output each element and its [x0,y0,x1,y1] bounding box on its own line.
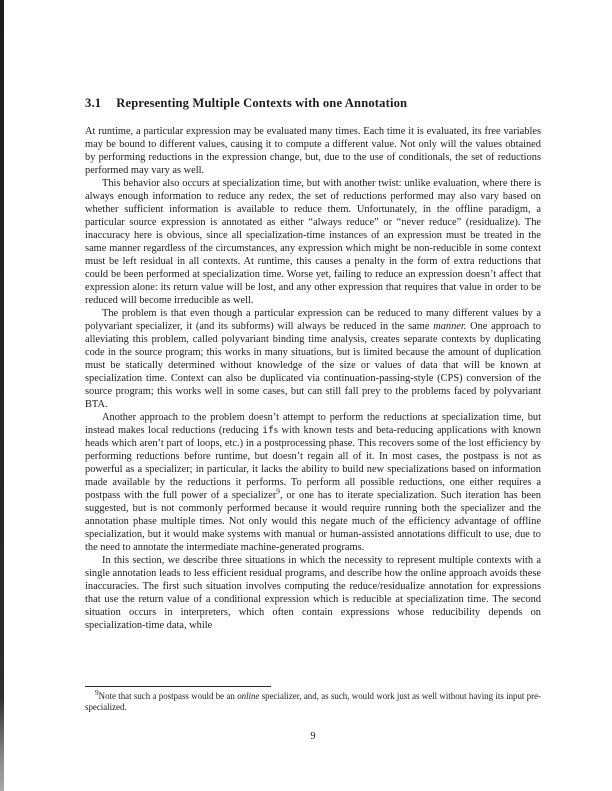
text-run: At runtime, a particular expression may be evaluated many times. Each time it is evaluated, its free variables may be bound to different values, causing it to compute a different value. Not only will the values obtained by performing reductions in the expression change, but, due to the use of conditionals, the set of reductions performed may vary as well. [85,126,541,176]
text-run: s with known tests and beta-reducing applications with known heads which aren’t part of loops, etc.) in a postprocessing phase. This recovers some of the lost efficiency by performing reductions before runtime, but doesn’t regain all of it. In most cases, the postpass is not as powerful as a specializer; in particular, it lacks the ability to build new specializations based on information made available by the reductions it performs. To perform all possible reductions, one either requires a postpass with the full power of a specializer [85,425,541,501]
paragraph [85,125,541,177]
text-run: 9 [276,486,280,496]
section-number: 3.1 [85,96,102,110]
section-title: Representing Multiple Contexts with one Annotation [116,96,408,110]
text-run: This behavior also occurs at specialization time, but with another twist: unlike evaluation, where there is always enough information to reduce any redex, the set of reductions performed may also vary based on whether sufficient information is available to reduce them. Unfortunately, in the offline paradigm, a particular source expression is annotated as either “always reduce” or “never reduce” (residualize). The inaccuracy here is obvious, since all specialization-time instances of an expression must be treated in the same manner regardless of the circumstances, any expression which might be non-reducible in some context must be left residual in all contexts. At runtime, this causes a penalty in the form of extra reductions that could be been performed at specialization time. Worse yet, failing to reduce an expression doesn’t affect that expression alone: its return value will be lost, and any other expression that requires that value in order to be reduced will become irreducible as well. [85,178,541,306]
text-run: Note that such a postpass would be an [98,691,238,701]
text-run: Another approach to the problem doesn’t attempt to perform the reductions at specialization time, but instead makes local reductions (reducing [85,412,541,436]
paragraph [85,307,541,411]
page-content [85,96,541,632]
footnote-marker: 9 [95,688,99,698]
page-number: 9 [310,731,316,742]
text-run: if [262,425,274,436]
body-paragraphs [85,125,541,632]
footnote-rule [85,686,271,687]
text-run: One approach to alleviating this problem, called polyvariant binding time analysis, creates separate contexts by duplicating code in the source program; this works in many situations, but is limited because the amount of duplication must be statically determined without knowledge of the size or values of data that will be known at specialization time. Context can also be duplicated via continuation-passing-style (CPS) conversion of the source program; this works well in some cases, but can still fall prey to the problems faced by polyvariant BTA. [85,321,541,410]
paragraph [85,554,541,632]
scan-edge-artifact [0,0,4,791]
footnote [85,688,541,714]
section-heading [85,96,541,111]
text-run: specializer, and, as such, would work just as well without having its input pre-specialized. [85,691,541,713]
paragraph [85,177,541,307]
text-run: , or one has to iterate specialization. Such iteration has been suggested, but is not commonly performed because it would require running both the specializer and the annotation phase multiple times. Not only would this negate much of the efficiency advantage of offline specialization, but it would make systems with manual or human-assisted annotations difficult to use, due to the need to annotate the intermediate machine-generated programs. [85,490,541,553]
text-run: In this section, we describe three situations in which the necessity to represent multiple contexts with a single annotation leads to less efficient residual programs, and describe how the online approach avoids these inaccuracies. The first such situation involves computing the reduce/residualize annotation for expressions that use the return value of a conditional expression which is reducible at specialization time. The second situation occurs in interpreters, which often contain expressions whose reducibility depends on specialization-time data, while [85,555,541,631]
text-run: manner. [433,321,467,332]
footnote-text [85,691,541,712]
text-run: The problem is that even though a particular expression can be reduced to many different values by a polyvariant specializer, it (and its subforms) will always be reduced in the same [85,308,541,332]
text-run: online [237,691,260,701]
paragraph [85,411,541,554]
